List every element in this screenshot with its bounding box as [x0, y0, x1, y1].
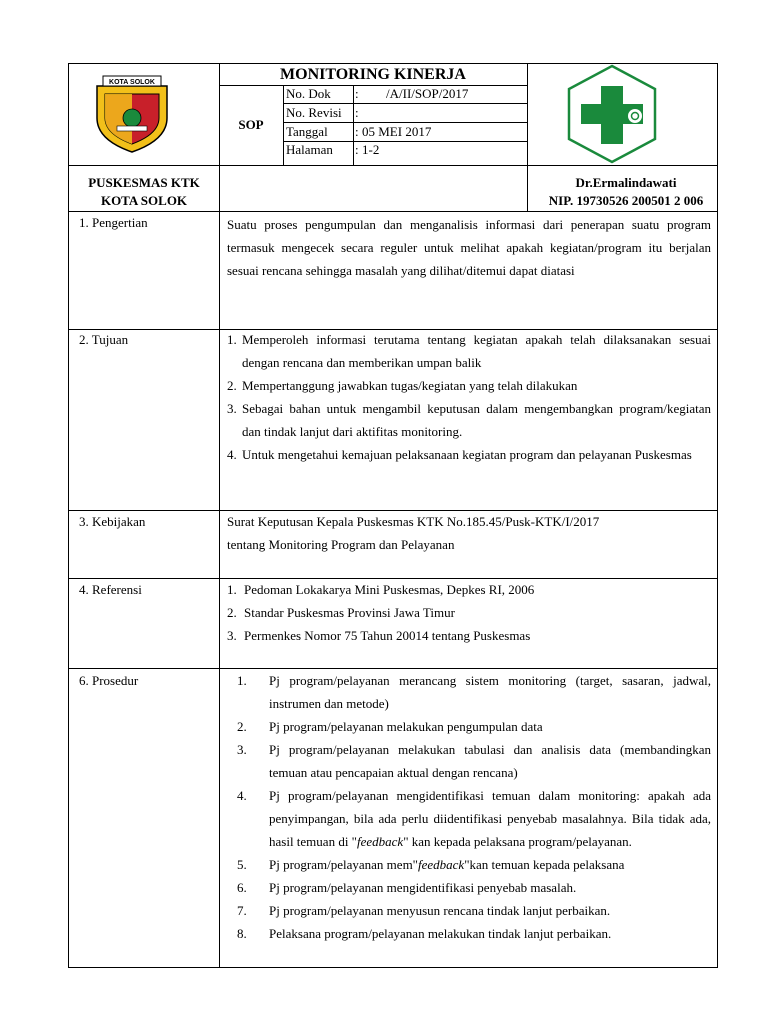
- referensi-item: 1. Pedoman Lokakarya Mini Puskesmas, Depkes RI, 2006: [227, 578, 711, 601]
- prosedur-number: 8.: [237, 926, 247, 941]
- referensi-number: 1.: [227, 582, 237, 597]
- referensi-list: [227, 578, 711, 647]
- meta-label-no-revisi: No. Revisi: [286, 105, 342, 120]
- meta-value-tanggal: 05 MEI 2017: [362, 124, 432, 139]
- prosedur-number: 4.: [237, 788, 247, 803]
- kebijakan-line-2: tentang Monitoring Program dan Pelayanan: [227, 537, 455, 552]
- prosedur-item: 3. Pj program/pelayanan melakukan tabulasi dan analisis data (membandingkan temuan atau pencapaian aktual dengan rencana): [227, 738, 711, 784]
- referensi-number: 3.: [227, 628, 237, 643]
- document-title: MONITORING KINERJA: [280, 66, 466, 83]
- meta-label-tanggal: Tanggal: [286, 124, 328, 139]
- meta-value-divider: [353, 85, 354, 165]
- puskesmas-logo: [563, 64, 661, 164]
- section-label-tujuan: 2. Tujuan: [79, 332, 129, 347]
- org-line-2: KOTA SOLOK: [100, 193, 188, 208]
- meta-sep-tanggal: :: [355, 124, 359, 139]
- referensi-item: 3. Permenkes Nomor 75 Tahun 20014 tentang Puskesmas: [227, 624, 711, 647]
- left-column-divider: [219, 64, 220, 968]
- prosedur-item: 2. Pj program/pelayanan melakukan pengumpulan data: [227, 715, 711, 738]
- meta-sep-halaman: :: [355, 142, 359, 157]
- tujuan-list: [227, 328, 711, 466]
- prosedur-number: 3.: [237, 742, 247, 757]
- org-name: [69, 174, 219, 210]
- meta-sep-no-revisi: :: [355, 105, 359, 120]
- signer-nip: NIP. 19730526 200501 2 006: [548, 193, 704, 208]
- prosedur-item: 8. Pelaksana program/pelayanan melakukan tindak lanjut perbaikan.: [227, 922, 711, 945]
- signer-block: [527, 174, 717, 210]
- tujuan-number: 1.: [227, 332, 237, 347]
- tujuan-item: 3. Sebagai bahan untuk mengambil keputusan dalam mengembangkan program/kegiatan dan tindak lanjut dari aktifitas monitoring.: [227, 397, 711, 443]
- tujuan-item: 2. Mempertanggung jawabkan tugas/kegiatan yang telah dilakukan: [227, 374, 711, 397]
- section-label-referensi: 4. Referensi: [79, 582, 142, 597]
- prosedur-number: 5.: [237, 857, 247, 872]
- meta-label-no-dok: No. Dok: [286, 86, 331, 101]
- kebijakan-line-1: Surat Keputusan Kepala Puskesmas KTK No.185.45/Pusk-KTK/I/2017: [227, 514, 600, 529]
- prosedur-number: 1.: [237, 673, 247, 688]
- section-text-pengertian: Suatu proses pengumpulan dan menganalisis informasi dari penerapan suatu program termasuk mengecek secara reguler untuk melihat apakah kegiatan/program itu berjalan sesuai rencana sehingga masalah yang dilihat/ditemui dapat diatasi: [227, 217, 711, 278]
- prosedur-list: [227, 669, 711, 945]
- meta-value-no-dok: /A/II/SOP/2017: [386, 86, 469, 101]
- tujuan-number: 4.: [227, 447, 237, 462]
- prosedur-item: 1. Pj program/pelayanan merancang sistem monitoring (target, sasaran, jadwal, instrumen dan metode): [227, 669, 711, 715]
- section-label-pengertian: 1. Pengertian: [79, 215, 148, 230]
- sop-label: SOP: [238, 117, 264, 132]
- meta-label-halaman: Halaman: [286, 142, 333, 157]
- org-line-1: PUSKESMAS KTK: [88, 175, 200, 190]
- prosedur-number: 2.: [237, 719, 247, 734]
- signer-name: Dr.Ermalindawati: [575, 175, 677, 190]
- tujuan-number: 3.: [227, 401, 237, 416]
- tujuan-item: 4. Untuk mengetahui kemajuan pelaksanaan kegiatan program dan pelayanan Puskesmas: [227, 443, 711, 466]
- section-label-prosedur: 6. Prosedur: [79, 673, 139, 688]
- section-label-kebijakan: 3. Kebijakan: [79, 514, 146, 529]
- prosedur-item: 7. Pj program/pelayanan menyusun rencana tindak lanjut perbaikan.: [227, 899, 711, 922]
- prosedur-item: 5. Pj program/pelayanan mem"feedback"kan temuan kepada pelaksana: [227, 853, 711, 876]
- tujuan-item: 1. Memperoleh informasi terutama tentang kegiatan apakah telah dilaksanakan sesuai dengan rencana dan memberikan umpan balik: [227, 328, 711, 374]
- prosedur-item: 6. Pj program/pelayanan mengidentifikasi penyebab masalah.: [227, 876, 711, 899]
- section-text-kebijakan: [227, 510, 711, 556]
- kota-solok-shield-logo: [93, 74, 171, 154]
- sop-document: [68, 63, 718, 968]
- logo-left-text: KOTA SOLOK: [109, 79, 155, 86]
- referensi-item: 2. Standar Puskesmas Provinsi Jawa Timur: [227, 601, 711, 624]
- meta-label-divider: [283, 85, 284, 165]
- header-divider: [69, 165, 717, 166]
- org-divider: [69, 211, 717, 212]
- tujuan-number: 2.: [227, 378, 237, 393]
- prosedur-number: 6.: [237, 880, 247, 895]
- referensi-number: 2.: [227, 605, 237, 620]
- meta-value-halaman: 1-2: [362, 142, 380, 157]
- prosedur-number: 7.: [237, 903, 247, 918]
- meta-sep-no-dok: :: [355, 86, 359, 101]
- prosedur-item: 4. Pj program/pelayanan mengidentifikasi temuan dalam monitoring: apakah ada penyimpangan, bila ada perlu diidentifikasi penyebab masalahnya. Bila tidak ada, hasil temuan di "feedback" kan kepada pelaksana program/pelayanan.: [227, 784, 711, 853]
